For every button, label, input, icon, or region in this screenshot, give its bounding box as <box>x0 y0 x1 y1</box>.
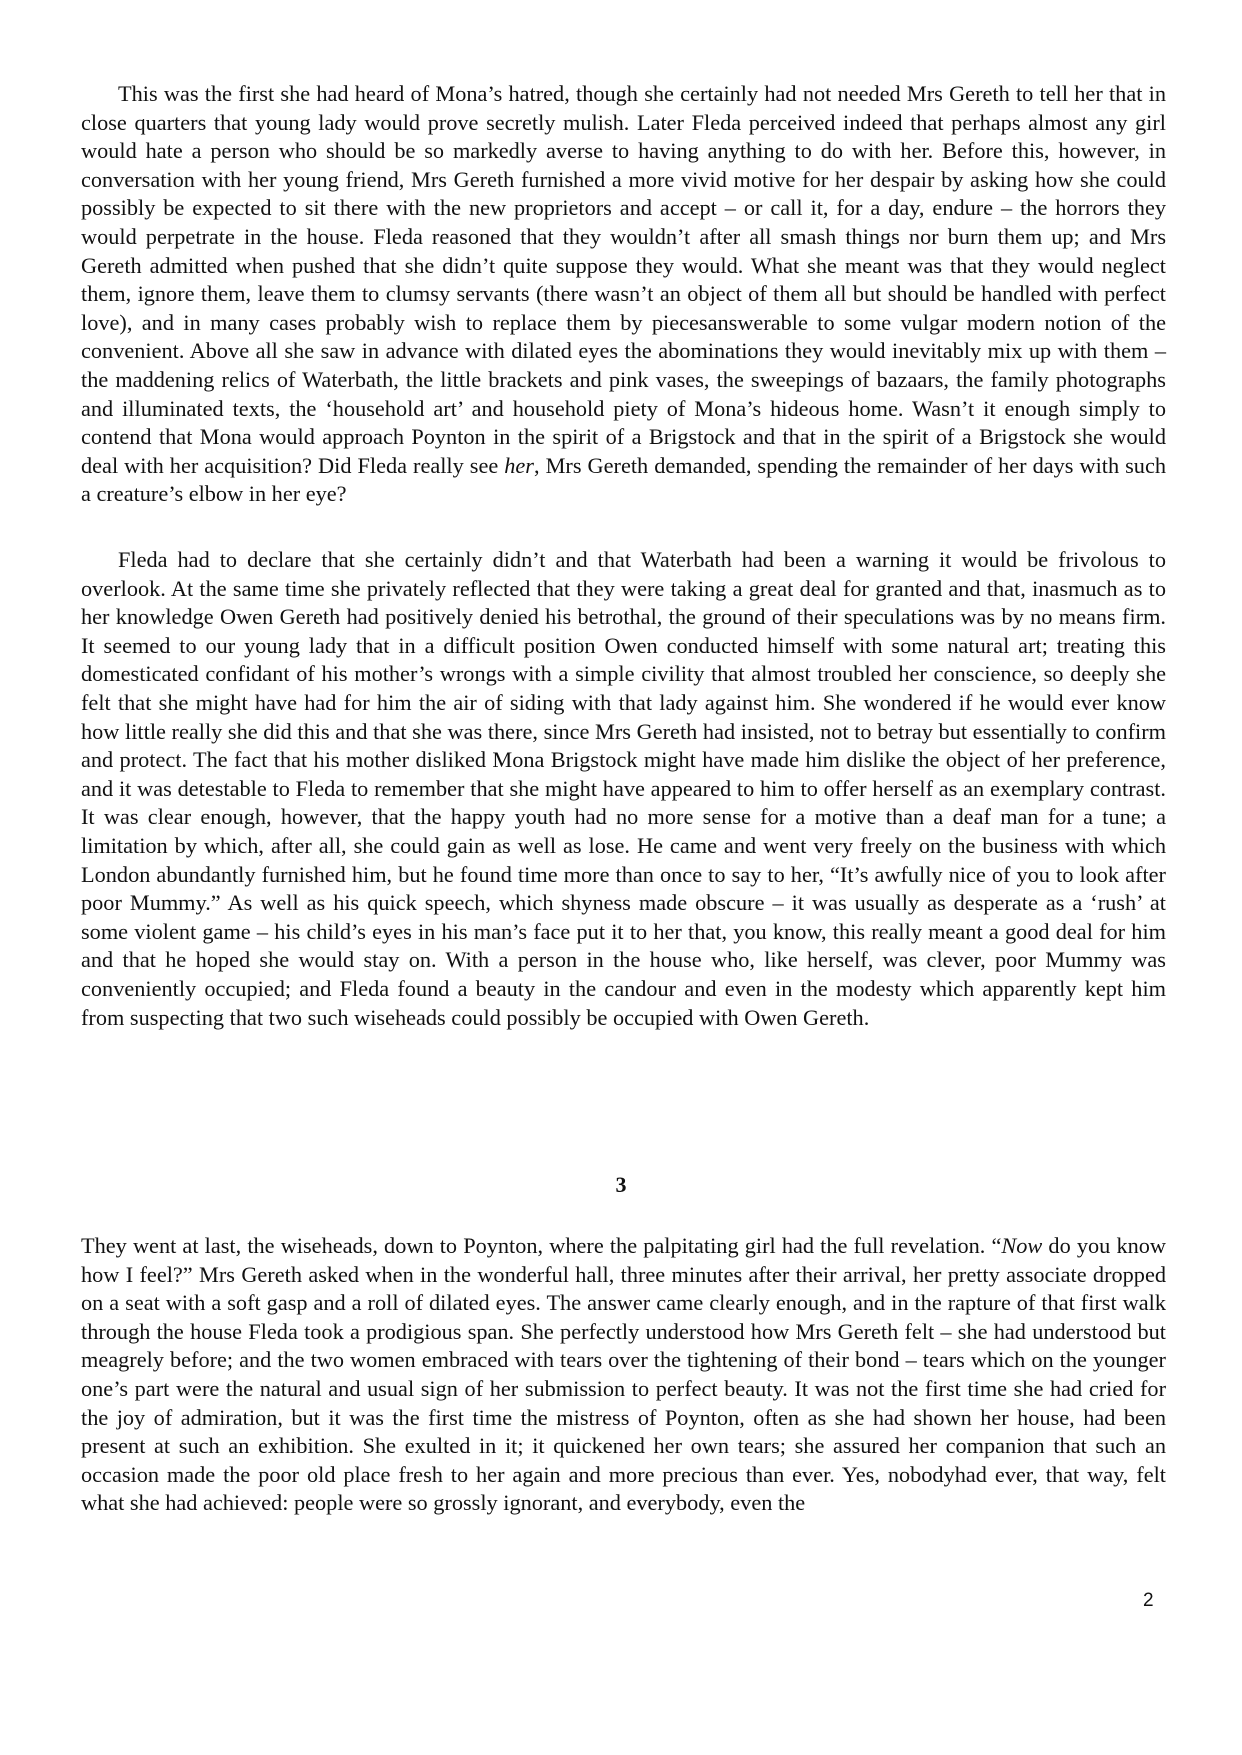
italic-emphasis: her <box>504 452 534 478</box>
paragraph-text: , Mrs Gereth demanded, spending the remainder of her days with such a creature’s elbow in her eye? <box>81 452 1166 507</box>
paragraph-3 <box>81 1232 1166 1518</box>
paragraph-1 <box>81 80 1166 509</box>
chapter-number: 3 <box>615 1172 627 1197</box>
page-number: 2 <box>1143 1590 1154 1611</box>
italic-emphasis: Now <box>1001 1233 1043 1258</box>
paragraph-text: do you know how I feel?” Mrs Gereth asked when in the wonderful hall, three minutes after their arrival, her pretty associate dropped on a seat with a soft gasp and a roll of dilated eyes. The answer came clearly enough, and in the rapture of that first walk through the house Fleda took a prodigious span. She perfectly understood how Mrs Gereth felt – she had understood but meagrely before; and the two women embraced with tears over the tightening of their bond – tears which on the younger one’s part were the natural and usual sign of her submission to perfect beauty. It was not the first time she had cried for the joy of admiration, but it was the first time the mistress of Poynton, often as she had shown her house, had been present at such an exhibition. She exulted in it; it quickened her own tears; she assured her companion that such an occasion made the poor old place fresh to her again and more precious than ever. Yes, nobodyhad ever, that way, felt what she had achieved: people were so grossly ignorant, and everybody, even the <box>81 1233 1166 1516</box>
paragraph-text: This was the first she had heard of Mona’s hatred, though she certainly had not needed Mrs Gereth to tell her that in close quarters that young lady would prove secretly mulish. Later Fleda perceived indeed that perhaps almost any girl would hate a person who should be so markedly averse to having anything to do with her. Before this, however, in conversation with her young friend, Mrs Gereth furnished a more vivid motive for her despair by asking how she could possibly be expected to sit there with the new proprietors and accept – or call it, for a day, endure – the horrors they would perpetrate in the house. Fleda reasoned that they wouldn’t after all smash things nor burn them up; and Mrs Gereth admitted when pushed that she didn’t quite suppose they would. What she meant was that they would neglect them, ignore them, leave them to clumsy servants (there wasn’t an object of them all but should be handled with perfect love), and in many cases probably wish to replace them by piecesanswerable to some vulgar modern notion of the convenient. Above all she saw in advance with dilated eyes the abominations they would inevitably mix up with them – the maddening relics of Waterbath, the little brackets and pink vases, the sweepings of bazaars, the family photographs and illuminated texts, the ‘household art’ and household piety of Mona’s hideous home. Wasn’t it enough simply to contend that Mona would approach Poynton in the spirit of a Brigstock and that in the spirit of a Brigstock she would deal with her acquisition? Did Fleda really see <box>81 81 1166 478</box>
paragraph-text: They went at last, the wiseheads, down to Poynton, where the palpitating girl had the full revelation. “ <box>81 1233 1002 1258</box>
paragraph-2: Fleda had to declare that she certainly didn’t and that Waterbath had been a warning it would be frivolous to overlook. At the same time she privately reflected that they were taking a great deal for granted and that, inasmuch as to her knowledge Owen Gereth had positively denied his betrothal, the ground of their speculations was by no means firm. It seemed to our young lady that in a difficult position Owen conducted himself with some natural art; treating this domesticated confidant of his mother’s wrongs with a simple civility that almost troubled her conscience, so deeply she felt that she might have had for him the air of siding with that lady against him. She wondered if he would ever know how little really she did this and that she was there, since Mrs Gereth had insisted, not to betray but essentially to confirm and protect. The fact that his mother disliked Mona Brigstock might have made him dislike the object of her preference, and it was detestable to Fleda to remember that she might have appeared to him to offer herself as an exemplary contrast. It was clear enough, however, that the happy youth had no more sense for a motive than a deaf man for a tune; a limitation by which, after all, she could gain as well as lose. He came and went very freely on the business with which London abundantly furnished him, but he found time more than once to say to her, “It’s awfully nice of you to look after poor Mummy.” As well as his quick speech, which shyness made obscure – it was usually as desperate as a ‘rush’ at some violent game – his child’s eyes in his man’s face put it to her that, you know, this really meant a good deal for him and that he hoped she would stay on. With a person in the house who, like herself, was clever, poor Mummy was conveniently occupied; and Fleda found a beauty in the candour and even in the modesty which apparently kept him from suspecting that two such wiseheads could possibly be occupied with Owen Gereth. <box>81 547 1166 1030</box>
